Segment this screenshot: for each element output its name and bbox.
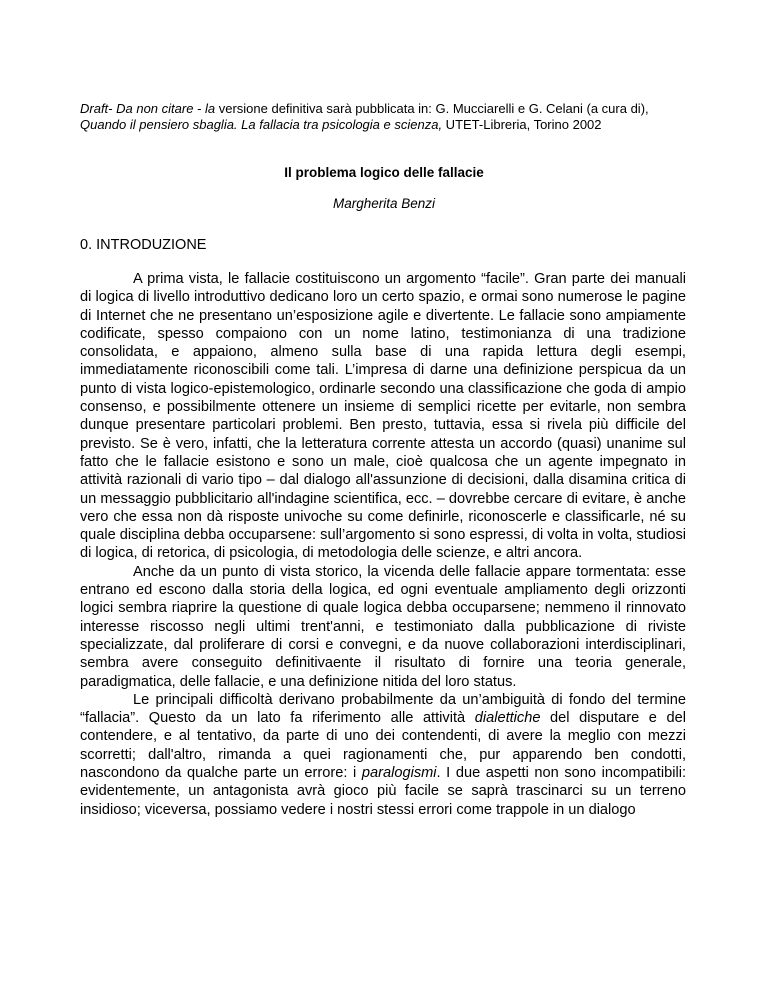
paragraph-3 [80, 691, 686, 819]
italic-term-dialettiche: dialettiche [474, 710, 541, 727]
paragraph-2: Anche da un punto di vista storico, la vicenda delle fallacie appare tormentata: esse entrano ed escono dalla storia della logica, ed ogni eventuale ampliamento degli orizzonti logici sembra riaprire la questione di quale logica debba occuparsene; nemmeno il rinnovato interesse riscosso negli ultimi trent'anni, e testimoniato dalla pubblicazione di riviste specializzate, dal proliferare di corsi e convegni, e da nuove collaborazioni interdisciplinari, sembra avere conseguito definitivaente il risultato di fornire una teoria generale, paradigmatica, delle fallacie, e una definizione nitida del loro status. [80, 563, 686, 690]
book-title: Quando il pensiero sbaglia. La fallacia tra psicologia e scienza, [80, 117, 443, 132]
draft-text-2: UTET-Libreria, Torino 2002 [442, 117, 602, 132]
paragraph-3-part-c: . I due aspetti non sono incompatibili: evidentemente, un antagonista avrà gioco più facile se saprà trascinarci su un terreno insidioso; viceversa, possiamo vedere i nostri stessi errori come trappole in un dialogo [80, 765, 686, 818]
paragraph-3-part-a: Le principali difficoltà derivano probabilmente da un’ambiguità di fondo del termine “fallacia”. Questo da un lato fa riferimento alle attività [80, 691, 686, 727]
draft-prefix: Draft- Da non citare - la [80, 101, 216, 116]
paragraph-1: A prima vista, le fallacie costituiscono un argomento “facile”. Gran parte dei manuali di logica di livello introduttivo dedicano loro un certo spazio, e ormai sono numerose le pagine di Internet che ne presentano un’esposizione agile e divertente. Le fallacie sono ampiamente codificate, spesso compaiono con un nome latino, testimonianza di una tradizione consolidata, e appaiono, almeno sulla base di una rapida lettura degli esempi, immediatamente riconoscibili come tali. L’impresa di darne una definizione perspicua da un punto di vista logico-epistemologico, ordinarle secondo una classificazione che goda di ampio consenso, e possibilmente ottenere un insieme di semplici ricette per evitarle, non sembra dunque presentare particolari problemi. Ben presto, tuttavia, essa si rivela più difficile del previsto. Se è vero, infatti, che la letteratura corrente attesta un accordo (quasi) unanime sul fatto che le fallacie esistono e sono un male, cioè qualcosa che un agente impegnato in attività razionali di vario tipo – dal dialogo all'assunzione di decisioni, dalla disamina critica di un messaggio pubblicitario all'indagine scientifica, ecc. – dovrebbe cercare di evitare, è anche vero che essa non dà risposte univoche su come definirle, riconoscerle e classificarle, né su quale disciplina debba occuparsene: sull’argomento si sono espressi, di volta in volta, studiosi di logica, di retorica, di psicologia, di metodologia delle scienze, e altri ancora. [80, 271, 686, 562]
body-text [80, 270, 686, 819]
draft-text-1: versione definitiva sarà pubblicata in: G. Mucciarelli e G. Celani (a cura di), [215, 101, 649, 116]
draft-notice [80, 101, 680, 133]
paragraph-3-part-b: del disputare e del contendere, e al tentativo, da parte di uno dei contendenti, di avere la meglio con mezzi scorretti; dall'altro, rimanda a quei ragionamenti che, pur apparendo ben condotti, nascondono da qualche parte un errore: i [80, 710, 686, 782]
section-heading: 0. INTRODUZIONE [80, 237, 207, 253]
italic-term-paralogismi: paralogismi [361, 765, 437, 782]
author-name: Margherita Benzi [332, 196, 436, 211]
document-title: Il problema logico delle fallacie [284, 165, 484, 180]
